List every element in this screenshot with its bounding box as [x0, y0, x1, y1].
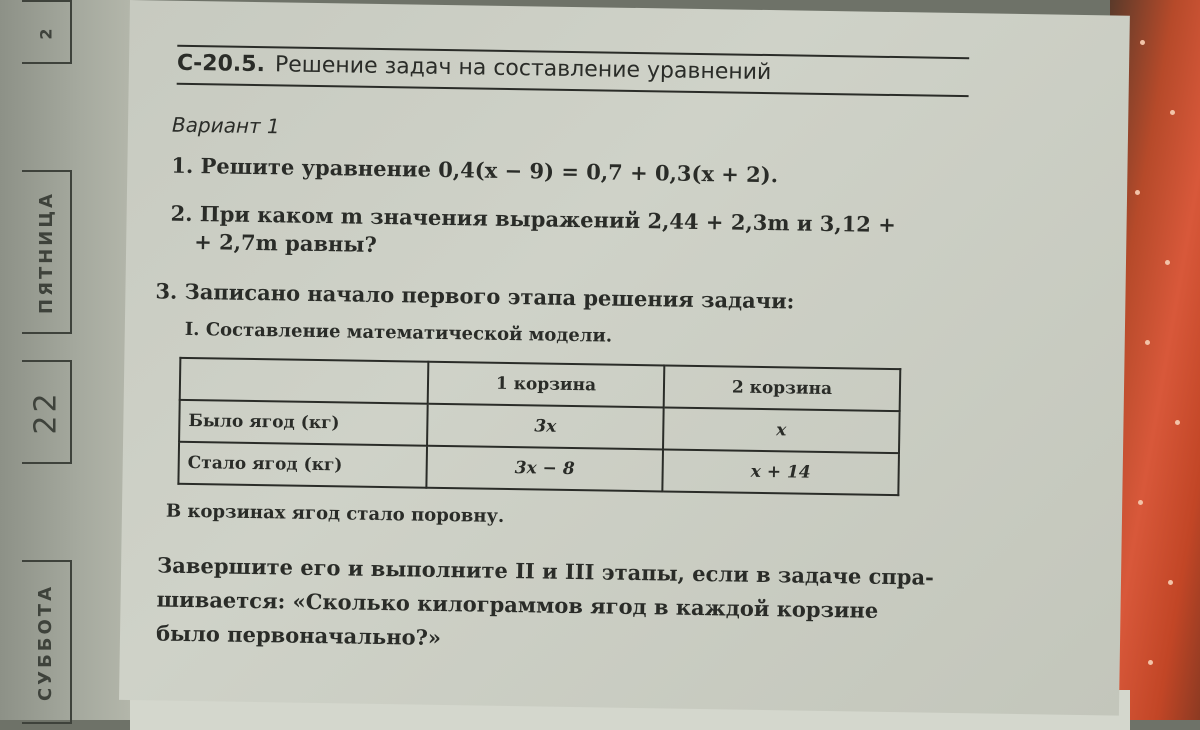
task-2-line-2: + 2,7m равны? — [194, 229, 377, 257]
planner-date-tab — [22, 360, 72, 464]
planner-page — [0, 0, 130, 720]
task-2-line-1: 2. При каком m значения выражений 2,44 + 2,3m и 3,12 + — [170, 200, 897, 238]
table-header-cell — [180, 358, 429, 404]
table-cell: x — [663, 407, 900, 453]
final-line-3: было первоначально?» — [155, 620, 442, 650]
table-note: В корзинах ягод стало поровну. — [165, 500, 505, 527]
task-3: 3. Записано начало первого этапа решения задачи: — [155, 278, 795, 314]
planner-date-label: 22 — [28, 389, 64, 435]
table-cell: 3x − 8 — [426, 446, 663, 492]
planner-day-tab-saturday — [22, 560, 72, 724]
worksheet — [119, 0, 1130, 716]
table-cell: Стало ягод (кг) — [178, 442, 427, 488]
table-header-cell: 1 корзина — [428, 362, 665, 408]
planner-day-label: СУББОТА — [35, 583, 57, 701]
task-1: 1. Решите уравнение 0,4(x − 9) = 0,7 + 0,3(x + 2). — [171, 152, 779, 188]
header-rule-bottom — [177, 83, 969, 97]
table-cell: x + 14 — [662, 449, 899, 495]
stage-1-label: I. Составление математической модели. — [184, 318, 613, 347]
planner-tab-top-text: 2 — [36, 24, 56, 40]
planner-day-label: ПЯТНИЦА — [35, 190, 57, 314]
final-line-2: шивается: «Сколько килограммов ягод в каждой корзине — [156, 586, 879, 623]
worksheet-title: Решение задач на составление уравнений — [274, 52, 772, 86]
worksheet-code: С-20.5. — [176, 50, 266, 78]
variant-label: Вариант 1 — [171, 112, 280, 139]
final-line-1: Завершите его и выполните II и III этапы, если в задаче спра- — [156, 552, 934, 590]
table-cell: Было ягод (кг) — [179, 400, 428, 446]
model-table — [177, 357, 901, 496]
planner-tab-top — [22, 0, 72, 64]
table-header-cell: 2 корзина — [664, 365, 901, 411]
worksheet-header — [177, 51, 772, 85]
planner-day-tab-friday — [22, 170, 72, 334]
table-cell: 3x — [427, 404, 664, 450]
final-instruction — [156, 548, 934, 662]
